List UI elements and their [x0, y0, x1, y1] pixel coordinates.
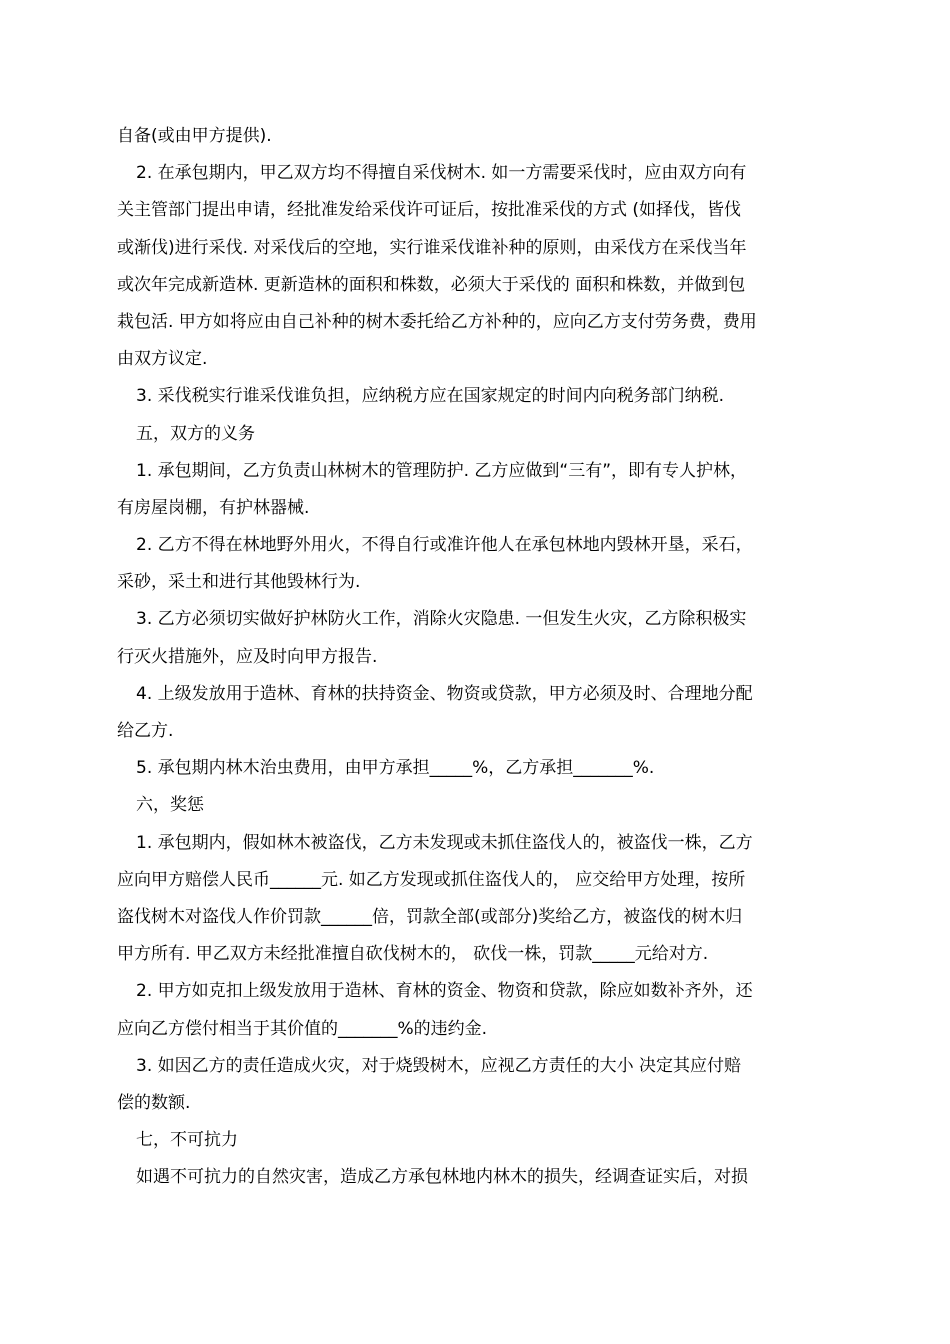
text-line: 2. 乙方不得在林地野外用火，不得自行或准许他人在承包林地内毁林开垦，采石， [136, 535, 753, 556]
text-line: 关主管部门提出申请，经批准发给采伐许可证后，按批准采伐的方式 (如择伐，皆伐 [117, 200, 742, 221]
text-line: 应向乙方偿付相当于其价值的_______%的违约金. [117, 1018, 488, 1039]
text-line: 或次年完成新造林. 更新造林的面积和株数，必须大于采伐的 面积和株数，并做到包 [117, 274, 746, 295]
text-line: 3. 如因乙方的责任造成火灾，对于烧毁树木，应视乙方责任的大小 决定其应付赔 [136, 1055, 742, 1076]
document-body [117, 118, 845, 1196]
text-line: 有房屋岗棚，有护林器械. [117, 497, 310, 518]
text-line: 4. 上级发放用于造林、育林的扶持资金、物资或贷款，甲方必须及时、合理地分配 [136, 683, 753, 704]
text-line: 3. 乙方必须切实做好护林防火工作，消除火灾隐患. 一但发生火灾，乙方除积极实 [136, 609, 747, 630]
text-line: 2. 在承包期内，甲乙双方均不得擅自采伐树木. 如一方需要采伐时，应由双方向有 [136, 163, 747, 184]
text-line: 给乙方. [117, 721, 174, 741]
text-line: 由双方议定. [117, 349, 208, 370]
text-line: 甲方所有. 甲乙双方未经批准擅自砍伐树木的， 砍伐一株，罚款_____元给对方. [117, 944, 709, 965]
text-line: 1. 承包期内，假如林木被盗伐，乙方未发现或未抓住盗伐人的，被盗伐一株，乙方 [136, 832, 753, 853]
text-line: 七，不可抗力 [136, 1130, 238, 1151]
text-line: 行灭火措施外，应及时向甲方报告. [117, 646, 378, 667]
text-line: 5. 承包期内林木治虫费用，由甲方承担_____%，乙方承担_______%. [136, 758, 655, 779]
text-line: 自备(或由甲方提供). [117, 126, 272, 146]
text-line: 栽包活. 甲方如将应由自己补种的树木委托给乙方补种的，应向乙方支付劳务费，费用 [117, 311, 757, 332]
text-line: 偿的数额. [117, 1092, 191, 1113]
text-line: 3. 采伐税实行谁采伐谁负担，应纳税方应在国家规定的时间内向税务部门纳税. [136, 386, 725, 407]
text-line: 五，双方的义务 [136, 423, 255, 444]
text-line: 六，奖惩 [136, 795, 204, 816]
text-line: 应向甲方赔偿人民币______元. 如乙方发现或抓住盗伐人的， 应交给甲方处理，按所 [117, 869, 746, 890]
text-line: 采砂，采土和进行其他毁林行为. [117, 572, 361, 593]
text-line: 盗伐树木对盗伐人作价罚款______倍，罚款全部(或部分)奖给乙方，被盗伐的树木归 [117, 906, 743, 927]
text-line: 2. 甲方如克扣上级发放用于造林、育林的资金、物资和贷款，除应如数补齐外，还 [136, 981, 753, 1002]
text-line: 1. 承包期间，乙方负责山林树木的管理防护. 乙方应做到“三有”，即有专人护林， [136, 460, 748, 481]
text-line: 如遇不可抗力的自然灾害，造成乙方承包林地内林木的损失，经调查证实后，对损 [136, 1167, 748, 1188]
text-line: 或渐伐)进行采伐. 对采伐后的空地，实行谁采伐谁补种的原则，由采伐方在采伐当年 [117, 237, 747, 258]
